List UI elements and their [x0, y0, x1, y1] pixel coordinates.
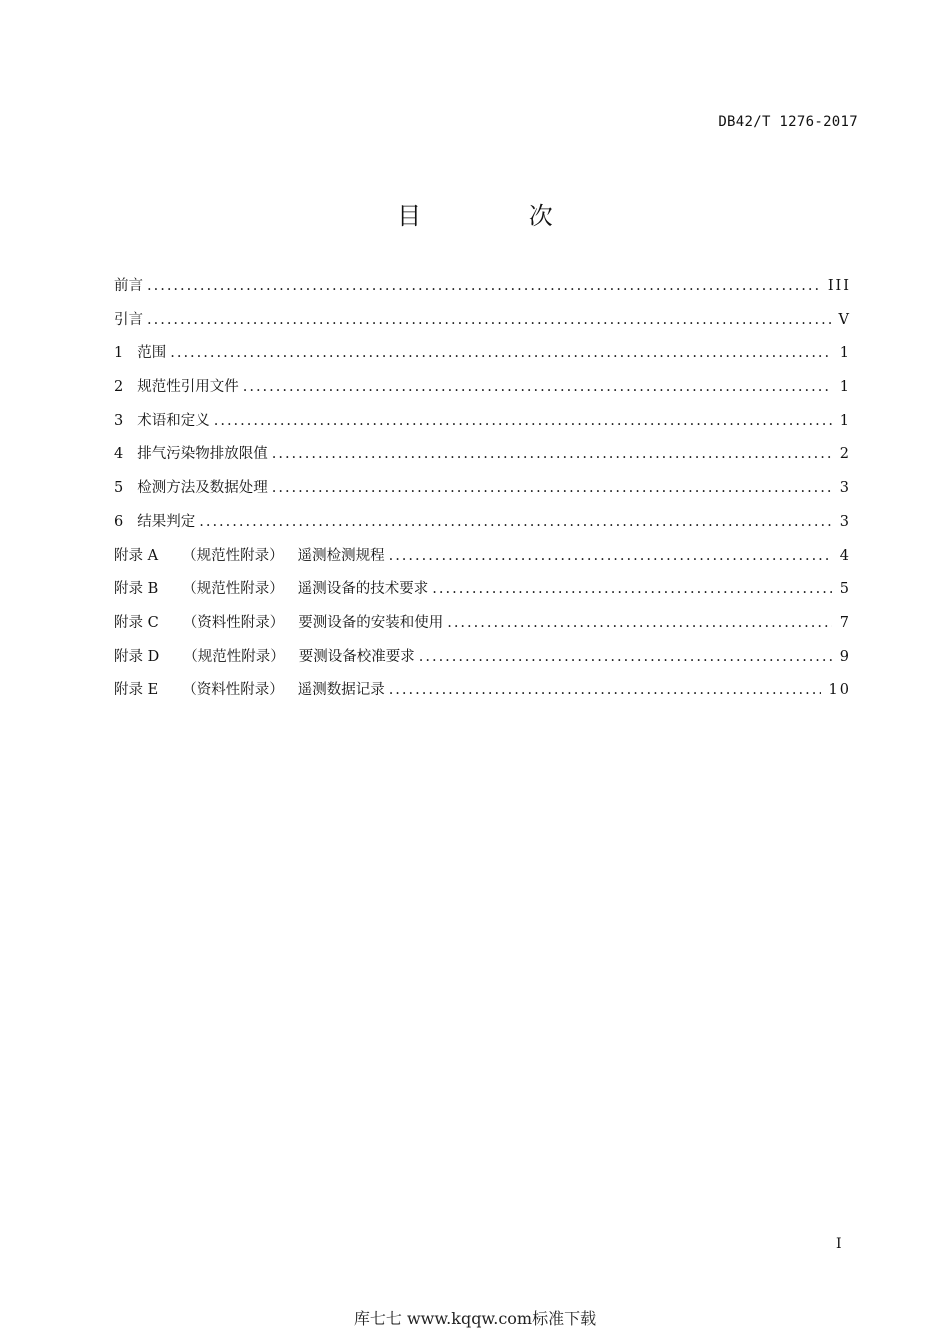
toc-entry-label: 遥测设备的技术要求	[297, 581, 429, 598]
toc-leader-dots	[147, 304, 831, 338]
watermark-text: 库七七 www.kqqw.com标准下载	[353, 1309, 597, 1328]
toc-entry-number: 3	[114, 412, 124, 429]
toc-entry-number: 附录 A	[114, 547, 159, 564]
toc-entry-page: V	[838, 311, 851, 328]
toc-entry[interactable]	[114, 674, 851, 708]
toc-entry-annex-type: （资料性附录）	[182, 682, 284, 699]
document-code: DB42/T 1276-2017	[718, 114, 858, 130]
toc-entry[interactable]	[114, 472, 851, 506]
toc-entry-page: 1	[839, 412, 851, 429]
toc-entry-page: 1	[839, 379, 851, 396]
toc-leader-dots	[272, 472, 832, 506]
toc-entry[interactable]	[114, 506, 851, 540]
toc-entry-page: 3	[839, 513, 851, 530]
toc-entry-label: 前言	[114, 278, 143, 294]
toc-entry-label: 要测设备的安装和使用	[298, 614, 444, 631]
toc-leader-dots	[389, 540, 832, 574]
toc-entry-label: 要测设备校准要求	[298, 648, 415, 665]
toc-entry-number: 5	[114, 480, 124, 497]
toc-entry-number: 附录 E	[114, 682, 159, 699]
toc-entry-number: 附录 D	[114, 648, 160, 665]
toc-entry-annex-type: （资料性附录）	[182, 614, 285, 631]
toc-entry-number: 附录 C	[114, 614, 159, 631]
toc-entry-label: 范围	[137, 345, 167, 362]
toc-entry-number: 附录 B	[114, 581, 159, 598]
table-of-contents	[114, 270, 851, 708]
toc-leader-dots	[447, 607, 832, 641]
toc-entry[interactable]	[114, 607, 851, 641]
toc-entry[interactable]	[114, 438, 851, 472]
toc-entry-number: 1	[114, 345, 124, 362]
toc-entry[interactable]	[114, 641, 851, 675]
page-number: I	[836, 1236, 842, 1252]
toc-entry-label: 检测方法及数据处理	[137, 480, 268, 497]
toc-entry-page: 9	[839, 648, 851, 665]
toc-entry[interactable]	[114, 573, 851, 607]
toc-entry[interactable]	[114, 371, 851, 405]
toc-entry-page: 2	[839, 446, 851, 463]
toc-entry[interactable]	[114, 270, 851, 304]
toc-leader-dots	[170, 337, 832, 371]
toc-leader-dots	[199, 506, 832, 540]
toc-entry-number: 4	[114, 446, 124, 463]
toc-entry-label: 引言	[114, 311, 143, 328]
toc-entry-page: 4	[839, 547, 851, 564]
toc-entry-number: 2	[114, 379, 124, 396]
toc-entry-page: 5	[839, 581, 851, 598]
toc-entry-number: 6	[114, 513, 124, 530]
toc-leader-dots	[389, 674, 821, 708]
toc-leader-dots	[147, 270, 820, 304]
toc-entry-page: 7	[839, 614, 851, 631]
toc-leader-dots	[432, 573, 832, 607]
toc-entry-page: 3	[839, 480, 851, 497]
toc-entry-page: 10	[828, 682, 851, 699]
toc-entry-annex-type: （规范性附录）	[182, 547, 284, 564]
toc-entry-label: 遥测检测规程	[297, 547, 385, 564]
toc-entry[interactable]	[114, 405, 851, 439]
toc-entry-label: 结果判定	[137, 513, 196, 530]
toc-entry[interactable]	[114, 337, 851, 371]
toc-entry-annex-type: （规范性附录）	[182, 581, 284, 598]
page-title: 目 次	[397, 202, 603, 230]
toc-entry-page: III	[827, 278, 851, 294]
toc-entry-label: 遥测数据记录	[297, 682, 385, 699]
toc-entry-label: 术语和定义	[137, 412, 210, 429]
toc-entry-annex-type: （规范性附录）	[183, 648, 285, 665]
toc-leader-dots	[272, 438, 832, 472]
toc-entry[interactable]	[114, 540, 851, 574]
toc-entry[interactable]	[114, 304, 851, 338]
toc-entry-label: 排气污染物排放限值	[137, 446, 268, 463]
toc-leader-dots	[419, 641, 832, 675]
toc-leader-dots	[214, 405, 832, 439]
toc-entry-label: 规范性引用文件	[137, 379, 239, 396]
toc-leader-dots	[243, 371, 832, 405]
toc-entry-page: 1	[839, 345, 851, 362]
